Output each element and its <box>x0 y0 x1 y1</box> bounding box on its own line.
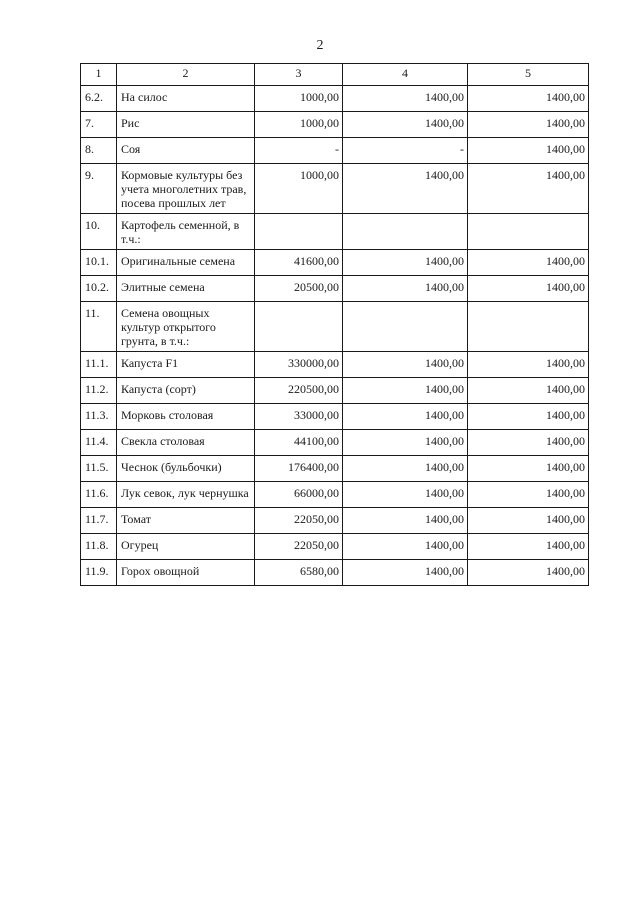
table-row <box>81 138 589 164</box>
value-col4: 1400,00 <box>343 250 468 276</box>
value-col3: 22050,00 <box>255 534 343 560</box>
table-row <box>81 560 589 586</box>
value-col5: 1400,00 <box>468 482 589 508</box>
value-col5: 1400,00 <box>468 250 589 276</box>
value-col5: 1400,00 <box>468 112 589 138</box>
value-col3: 6580,00 <box>255 560 343 586</box>
value-col3: 1000,00 <box>255 112 343 138</box>
table-header-row <box>81 64 589 86</box>
table-row <box>81 534 589 560</box>
value-col4: 1400,00 <box>343 482 468 508</box>
crop-name: Соя <box>117 138 255 164</box>
value-col3: 33000,00 <box>255 404 343 430</box>
value-col4 <box>343 214 468 250</box>
value-col4: 1400,00 <box>343 378 468 404</box>
row-number: 11. <box>81 302 117 352</box>
row-number: 11.3. <box>81 404 117 430</box>
value-col3: 1000,00 <box>255 86 343 112</box>
value-col4: 1400,00 <box>343 86 468 112</box>
row-number: 10. <box>81 214 117 250</box>
value-col3: 22050,00 <box>255 508 343 534</box>
value-col4: 1400,00 <box>343 560 468 586</box>
row-number: 11.8. <box>81 534 117 560</box>
crop-name: Капуста F1 <box>117 352 255 378</box>
value-col5: 1400,00 <box>468 138 589 164</box>
value-col4: 1400,00 <box>343 430 468 456</box>
column-header-1: 1 <box>81 64 117 86</box>
table-row <box>81 86 589 112</box>
row-number: 11.4. <box>81 430 117 456</box>
table-row <box>81 430 589 456</box>
table-body <box>81 86 589 586</box>
column-header-5: 5 <box>468 64 589 86</box>
value-col3: 41600,00 <box>255 250 343 276</box>
crop-name: Семена овощных культур открытого грунта, в т.ч.: <box>117 302 255 352</box>
table-row <box>81 164 589 214</box>
table-row <box>81 404 589 430</box>
table-row <box>81 302 589 352</box>
column-header-2: 2 <box>117 64 255 86</box>
value-col4: 1400,00 <box>343 508 468 534</box>
crop-name: Оригинальные семена <box>117 250 255 276</box>
value-col5: 1400,00 <box>468 534 589 560</box>
row-number: 11.6. <box>81 482 117 508</box>
crop-name: Свекла столовая <box>117 430 255 456</box>
value-col5: 1400,00 <box>468 86 589 112</box>
value-col4: 1400,00 <box>343 112 468 138</box>
table-row <box>81 214 589 250</box>
row-number: 6.2. <box>81 86 117 112</box>
rates-table <box>80 63 589 586</box>
value-col4: 1400,00 <box>343 404 468 430</box>
row-number: 7. <box>81 112 117 138</box>
crop-name: Чеснок (бульбочки) <box>117 456 255 482</box>
table-row <box>81 482 589 508</box>
row-number: 11.7. <box>81 508 117 534</box>
value-col5 <box>468 302 589 352</box>
value-col5: 1400,00 <box>468 378 589 404</box>
value-col3: - <box>255 138 343 164</box>
value-col4: 1400,00 <box>343 164 468 214</box>
row-number: 9. <box>81 164 117 214</box>
value-col5: 1400,00 <box>468 560 589 586</box>
table-row <box>81 378 589 404</box>
value-col5: 1400,00 <box>468 352 589 378</box>
crop-name: Капуста (сорт) <box>117 378 255 404</box>
value-col4 <box>343 302 468 352</box>
value-col3: 1000,00 <box>255 164 343 214</box>
table-row <box>81 112 589 138</box>
value-col4: 1400,00 <box>343 276 468 302</box>
page-number: 2 <box>316 38 324 53</box>
row-number: 10.2. <box>81 276 117 302</box>
value-col5: 1400,00 <box>468 276 589 302</box>
value-col3: 66000,00 <box>255 482 343 508</box>
value-col5: 1400,00 <box>468 404 589 430</box>
table-row <box>81 508 589 534</box>
crop-name: Морковь столовая <box>117 404 255 430</box>
value-col3: 44100,00 <box>255 430 343 456</box>
value-col5: 1400,00 <box>468 430 589 456</box>
value-col3: 220500,00 <box>255 378 343 404</box>
crop-name: Рис <box>117 112 255 138</box>
table-row <box>81 250 589 276</box>
column-header-3: 3 <box>255 64 343 86</box>
row-number: 11.5. <box>81 456 117 482</box>
value-col5: 1400,00 <box>468 164 589 214</box>
row-number: 11.2. <box>81 378 117 404</box>
crop-name: Лук севок, лук чернушка <box>117 482 255 508</box>
row-number: 11.1. <box>81 352 117 378</box>
value-col4: 1400,00 <box>343 352 468 378</box>
value-col4: 1400,00 <box>343 456 468 482</box>
table-row <box>81 352 589 378</box>
value-col4: 1400,00 <box>343 534 468 560</box>
value-col3: 330000,00 <box>255 352 343 378</box>
row-number: 11.9. <box>81 560 117 586</box>
value-col5: 1400,00 <box>468 508 589 534</box>
crop-name: На силос <box>117 86 255 112</box>
value-col3: 20500,00 <box>255 276 343 302</box>
crop-name: Томат <box>117 508 255 534</box>
crop-name: Огурец <box>117 534 255 560</box>
crop-name: Картофель семенной, в т.ч.: <box>117 214 255 250</box>
column-header-4: 4 <box>343 64 468 86</box>
value-col5 <box>468 214 589 250</box>
value-col3 <box>255 302 343 352</box>
crop-name: Элитные семена <box>117 276 255 302</box>
value-col4: - <box>343 138 468 164</box>
value-col3: 176400,00 <box>255 456 343 482</box>
value-col5: 1400,00 <box>468 456 589 482</box>
crop-name: Кормовые культуры без учета многолетних трав, посева прошлых лет <box>117 164 255 214</box>
table-row <box>81 456 589 482</box>
table-row <box>81 276 589 302</box>
row-number: 8. <box>81 138 117 164</box>
row-number: 10.1. <box>81 250 117 276</box>
value-col3 <box>255 214 343 250</box>
crop-name: Горох овощной <box>117 560 255 586</box>
